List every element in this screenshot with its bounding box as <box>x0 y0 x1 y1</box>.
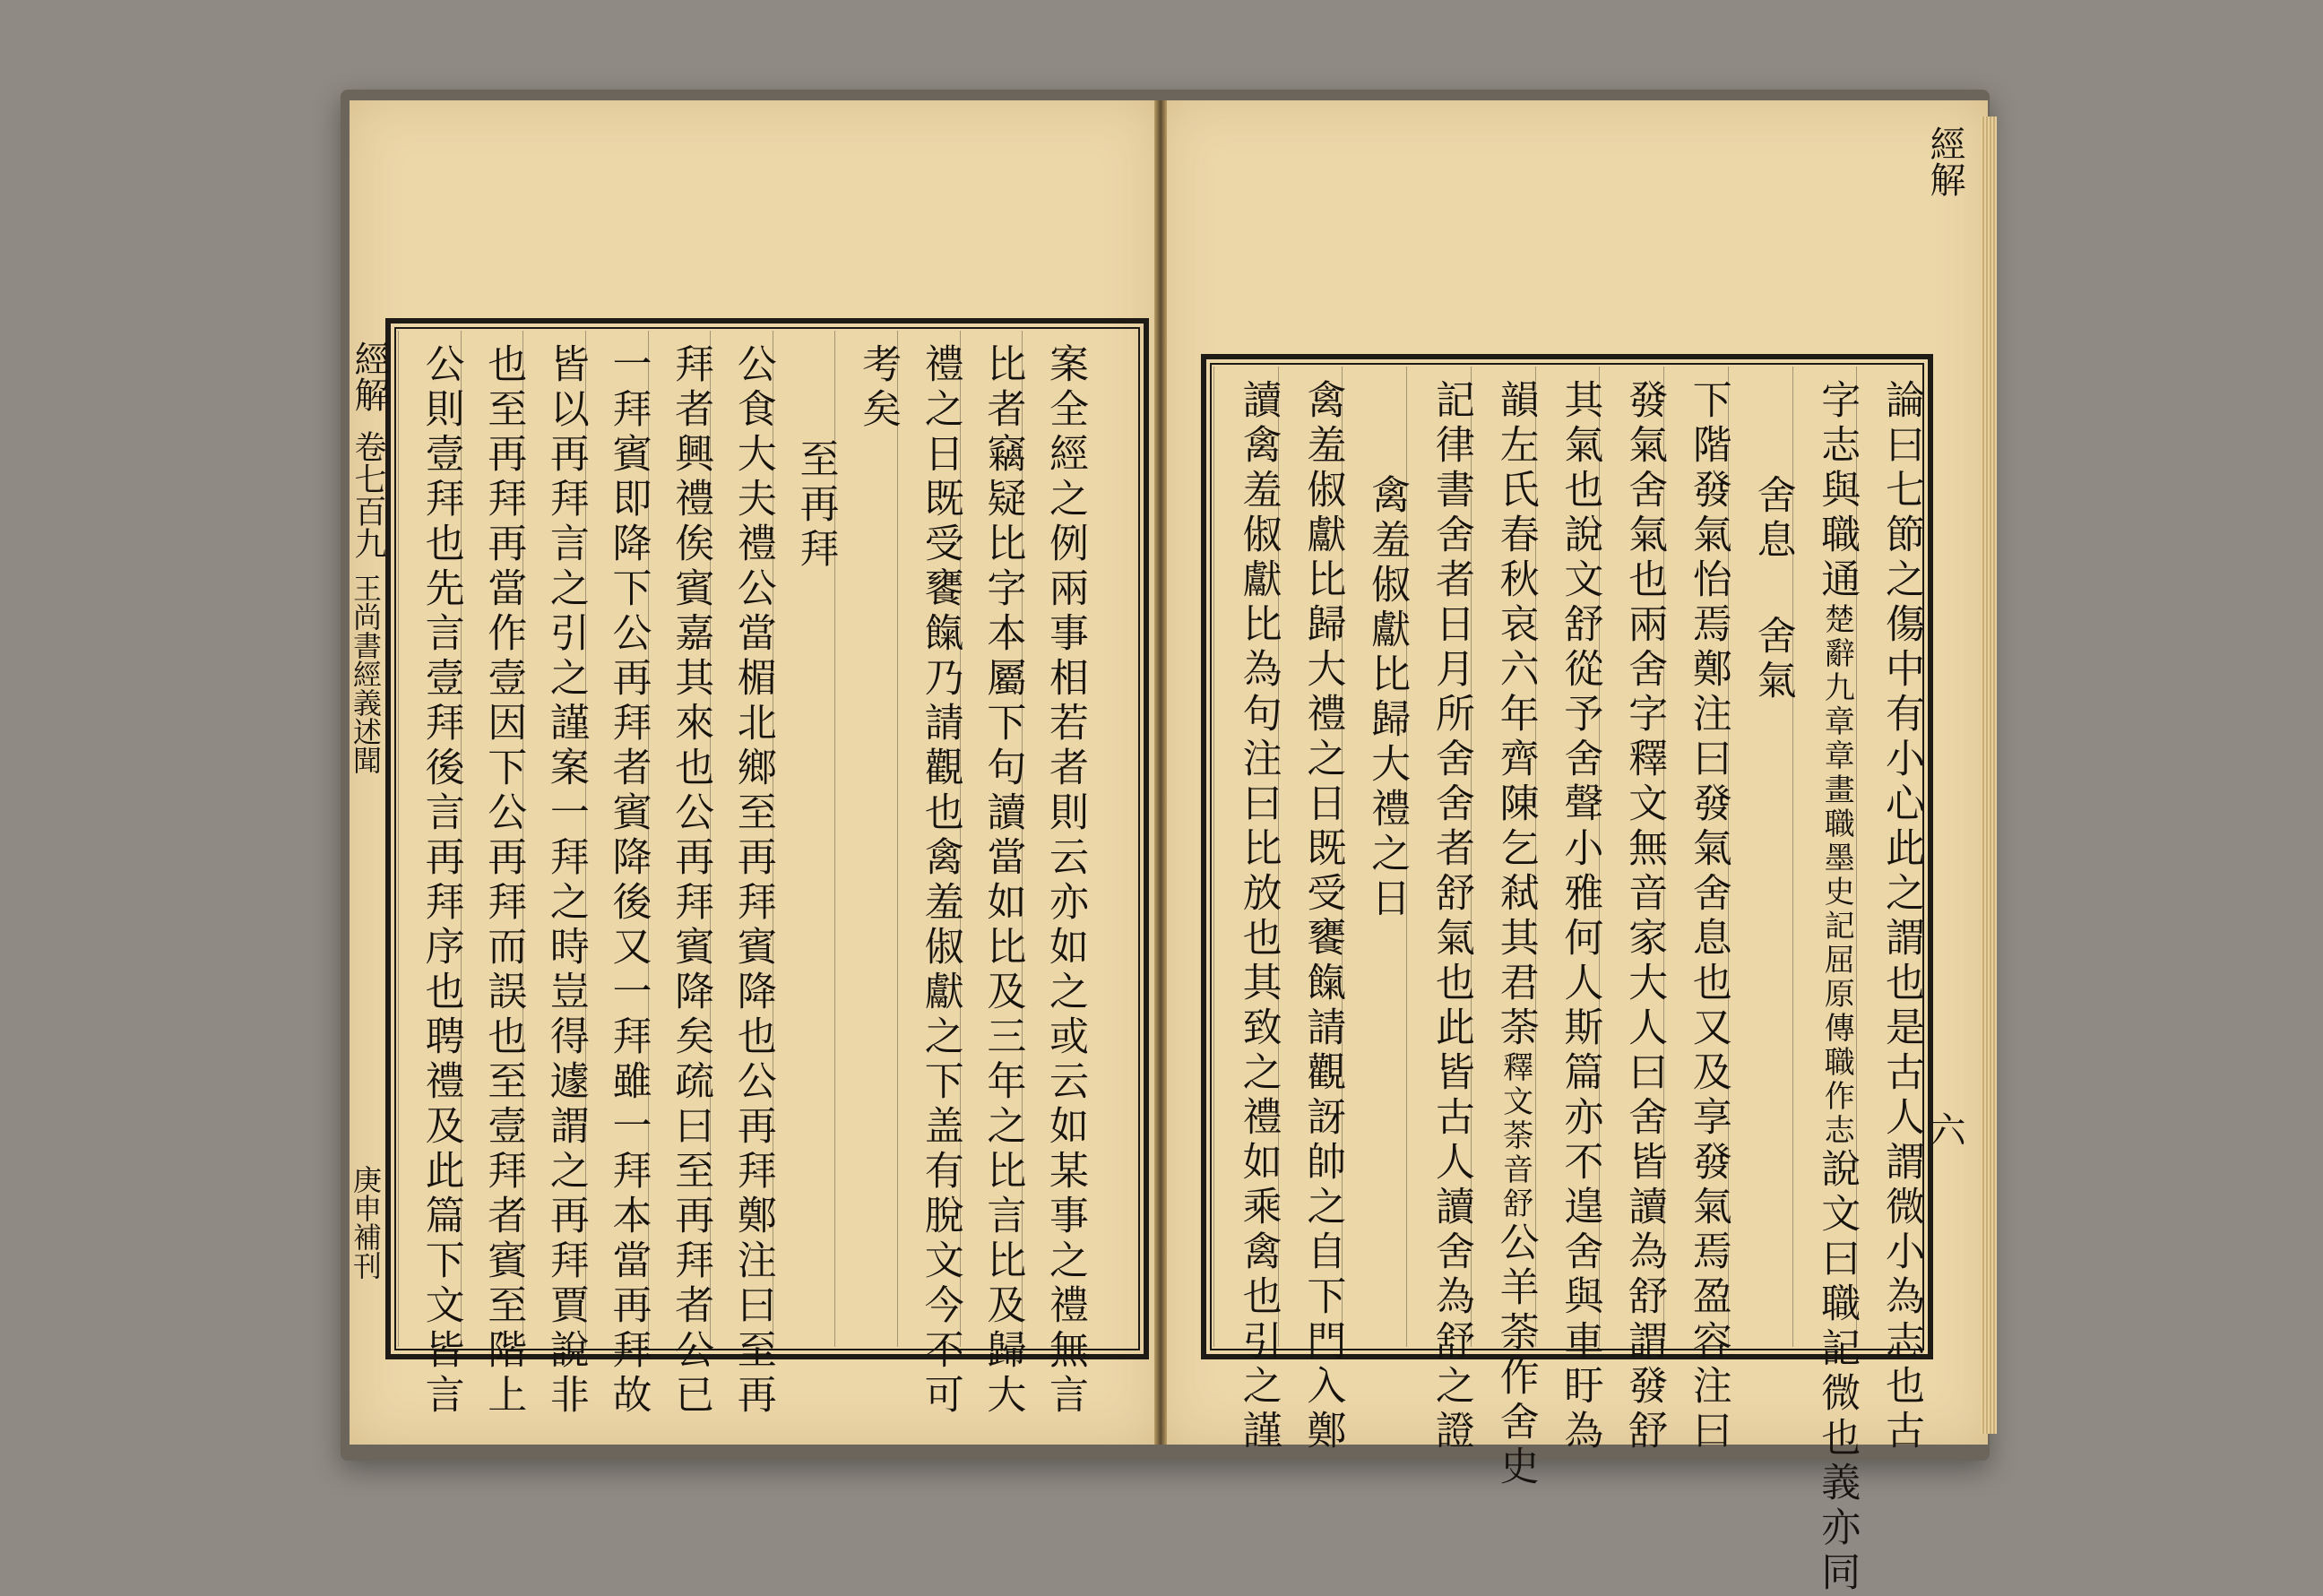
left-col-3: 禮之日既受饔餼乃請觀也禽羞俶獻之下盖有脫文今不可 <box>897 331 960 1347</box>
left-col-10: 也至再拜再當作壹因下公再拜而誤也至壹拜者賓至階上 <box>461 331 523 1347</box>
right-col-1: 論曰七節之傷中有小心此之謂也是古人謂微小為志也古 <box>1856 367 1921 1347</box>
right-margin-title: 經解 <box>1924 125 1965 197</box>
right-col-3: 舍息 舍氣 <box>1728 367 1792 1347</box>
right-col-5: 發氣舍氣也兩舍字釋文無音家大人曰舍皆讀為舒謂發舒 <box>1599 367 1663 1347</box>
left-col-1: 案全經之例兩事相若者則云亦如之或云如某事之禮無言 <box>1022 331 1084 1347</box>
right-col-2 <box>1792 367 1861 1596</box>
right-col-2-main: 字志與職通 <box>1814 379 1861 603</box>
right-col-11: 讀禽羞俶獻比為句注曰比放也其致之禮如乘禽也引之謹 <box>1213 367 1278 1347</box>
left-margin-folio: 庚申補刊 <box>349 1165 383 1280</box>
right-corner-mark: 六 <box>1924 1111 1965 1147</box>
left-col-2: 比者竊疑比字本屬下句讀當如比及三年之比言比及歸大 <box>960 331 1023 1347</box>
left-col-9: 皆以再拜言之引之謹案一拜之時豈得遽謂之再拜賈說非 <box>522 331 585 1347</box>
right-col-6: 其氣也說文舒從予舍聲小雅何人斯篇亦不遑舍與車盱為 <box>1535 367 1600 1347</box>
left-margin-title: 經解 <box>349 341 390 412</box>
right-col-9: 禽羞俶獻比歸大禮之日 <box>1342 367 1406 1347</box>
right-col-8: 記律書舍者日月所舍舍者舒氣也此皆古人讀舍為舒之證 <box>1406 367 1471 1347</box>
left-col-6: 公食大夫禮公當楣北鄉至再拜賓降也公再拜鄭注曰至再 <box>710 331 773 1347</box>
right-col-7-main: 韻左氏春秋哀六年齊陳乞弒其君荼 <box>1492 379 1539 1051</box>
left-columns <box>398 331 1088 1419</box>
right-col-10: 禽羞俶獻比歸大禮之日既受饔餼請觀訝帥之自下門入鄭 <box>1278 367 1343 1347</box>
right-text-frame <box>1201 354 1933 1596</box>
right-col-7-tail: 公羊荼作舍史 <box>1492 1221 1539 1490</box>
right-col-4: 下階發氣怡焉鄭注曰發氣舍息也又及享發氣焉盈容注曰 <box>1663 367 1728 1347</box>
right-col-7 <box>1471 367 1539 1490</box>
left-margin-author: 王尚書經義述聞 <box>349 574 383 774</box>
page-edge-stack <box>1981 116 1997 1434</box>
left-margin-section: 卷七百九 <box>350 430 386 559</box>
right-col-2-tail: 說文曰職記微也義亦同 <box>1814 1148 1861 1596</box>
right-columns <box>1213 367 1924 1596</box>
left-col-7: 拜者興禮俟賓嘉其來也公再拜賓降矣疏曰至再拜者公已 <box>648 331 711 1347</box>
left-col-11: 公則壹拜也先言壹拜後言再拜序也聘禮及此篇下文皆言 <box>398 331 461 1347</box>
left-col-4: 考矣 <box>834 331 897 1347</box>
right-col-2-note: 楚辭九章章畫職墨史記屈原傳職作志 <box>1818 603 1855 1148</box>
book-gutter <box>1154 100 1167 1445</box>
left-col-8: 一拜賓即降下公再拜者賓降後又一拜雖一拜本當再拜故 <box>585 331 648 1347</box>
right-col-7-note: 釋文荼音舒 <box>1497 1051 1533 1221</box>
left-col-5: 至再拜 <box>773 331 835 1347</box>
left-text-frame <box>385 318 1149 1419</box>
